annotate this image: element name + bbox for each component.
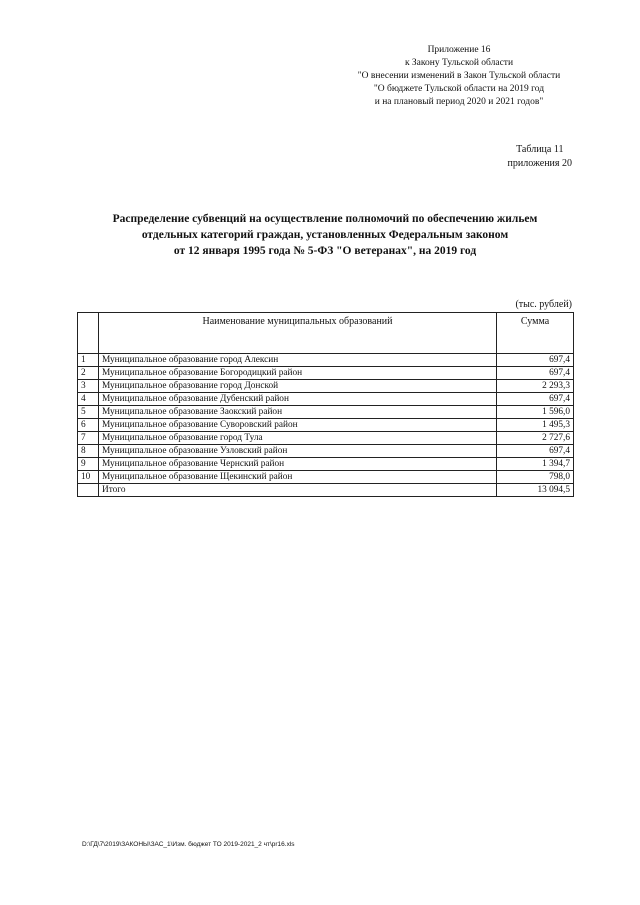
appendix-line: "О бюджете Тульской области на 2019 год: [373, 84, 545, 94]
row-sum: 1 495,3: [497, 419, 574, 432]
table-row: [78, 406, 574, 419]
table-row: [78, 458, 574, 471]
total-sum: 13 094,5: [497, 484, 574, 497]
table-header-row: [78, 313, 574, 354]
table-row: [78, 419, 574, 432]
row-name: Муниципальное образование город Тула: [99, 432, 497, 445]
document-title: [70, 211, 580, 259]
table-body: [78, 354, 574, 497]
total-row: [78, 484, 574, 497]
row-name: Муниципальное образование Узловский район: [99, 445, 497, 458]
row-number: 5: [78, 406, 99, 419]
appendix-line: Приложение 16: [427, 45, 491, 55]
row-name: Муниципальное образование Щекинский район: [99, 471, 497, 484]
header-name-cell: Наименование муниципальных образований: [99, 313, 497, 354]
header-num-cell: [78, 313, 99, 354]
file-path: D:\ГД\7\2019\ЗАКОНЫ\ЗАС_1\Изм. бюджет ТО 2019-2021_2 чт\pr16.xls: [82, 841, 295, 848]
table-row: [78, 354, 574, 367]
row-name: Муниципальное образование Суворовский район: [99, 419, 497, 432]
row-name: Муниципальное образование город Донской: [99, 380, 497, 393]
table-row: [78, 380, 574, 393]
header-sum-cell: Сумма: [497, 313, 574, 354]
table-row: [78, 367, 574, 380]
row-name: Муниципальное образование Чернский район: [99, 458, 497, 471]
title-line: от 12 января 1995 года № 5-ФЗ "О ветеранах", на 2019 год: [173, 245, 477, 257]
appendix-line: "О внесении изменений в Закон Тульской области: [357, 71, 561, 81]
row-name: Муниципальное образование город Алексин: [99, 354, 497, 367]
subventions-table: [77, 312, 574, 497]
row-number: 8: [78, 445, 99, 458]
row-number: 7: [78, 432, 99, 445]
row-number: 6: [78, 419, 99, 432]
title-line: Распределение субвенций на осуществление полномочий по обеспечению жильем: [112, 213, 538, 225]
row-sum: 1 394,7: [497, 458, 574, 471]
appendix-line: к Закону Тульской области: [404, 58, 514, 68]
total-number: [78, 484, 99, 497]
table-ref-line: приложения 20: [507, 158, 572, 169]
row-number: 9: [78, 458, 99, 471]
units-label: (тыс. рублей): [515, 299, 572, 310]
table-row: [78, 432, 574, 445]
table-row: [78, 393, 574, 406]
row-name: Муниципальное образование Заокский район: [99, 406, 497, 419]
row-name: Муниципальное образование Дубенский район: [99, 393, 497, 406]
appendix-line: и на плановый период 2020 и 2021 годов": [374, 97, 544, 107]
row-sum: 697,4: [497, 354, 574, 367]
row-number: 4: [78, 393, 99, 406]
row-number: 1: [78, 354, 99, 367]
title-line: отдельных категорий граждан, установленных Федеральным законом: [141, 229, 509, 241]
table-row: [78, 471, 574, 484]
table-ref-line: Таблица 11: [516, 144, 564, 155]
row-sum: 798,0: [497, 471, 574, 484]
total-label: Итого: [99, 484, 497, 497]
row-number: 2: [78, 367, 99, 380]
row-sum: 697,4: [497, 367, 574, 380]
appendix-header: [344, 44, 574, 109]
row-sum: 2 293,3: [497, 380, 574, 393]
row-sum: 697,4: [497, 393, 574, 406]
row-sum: 697,4: [497, 445, 574, 458]
table-reference: [508, 143, 572, 171]
row-number: 10: [78, 471, 99, 484]
row-name: Муниципальное образование Богородицкий район: [99, 367, 497, 380]
row-number: 3: [78, 380, 99, 393]
row-sum: 1 596,0: [497, 406, 574, 419]
table-row: [78, 445, 574, 458]
row-sum: 2 727,6: [497, 432, 574, 445]
